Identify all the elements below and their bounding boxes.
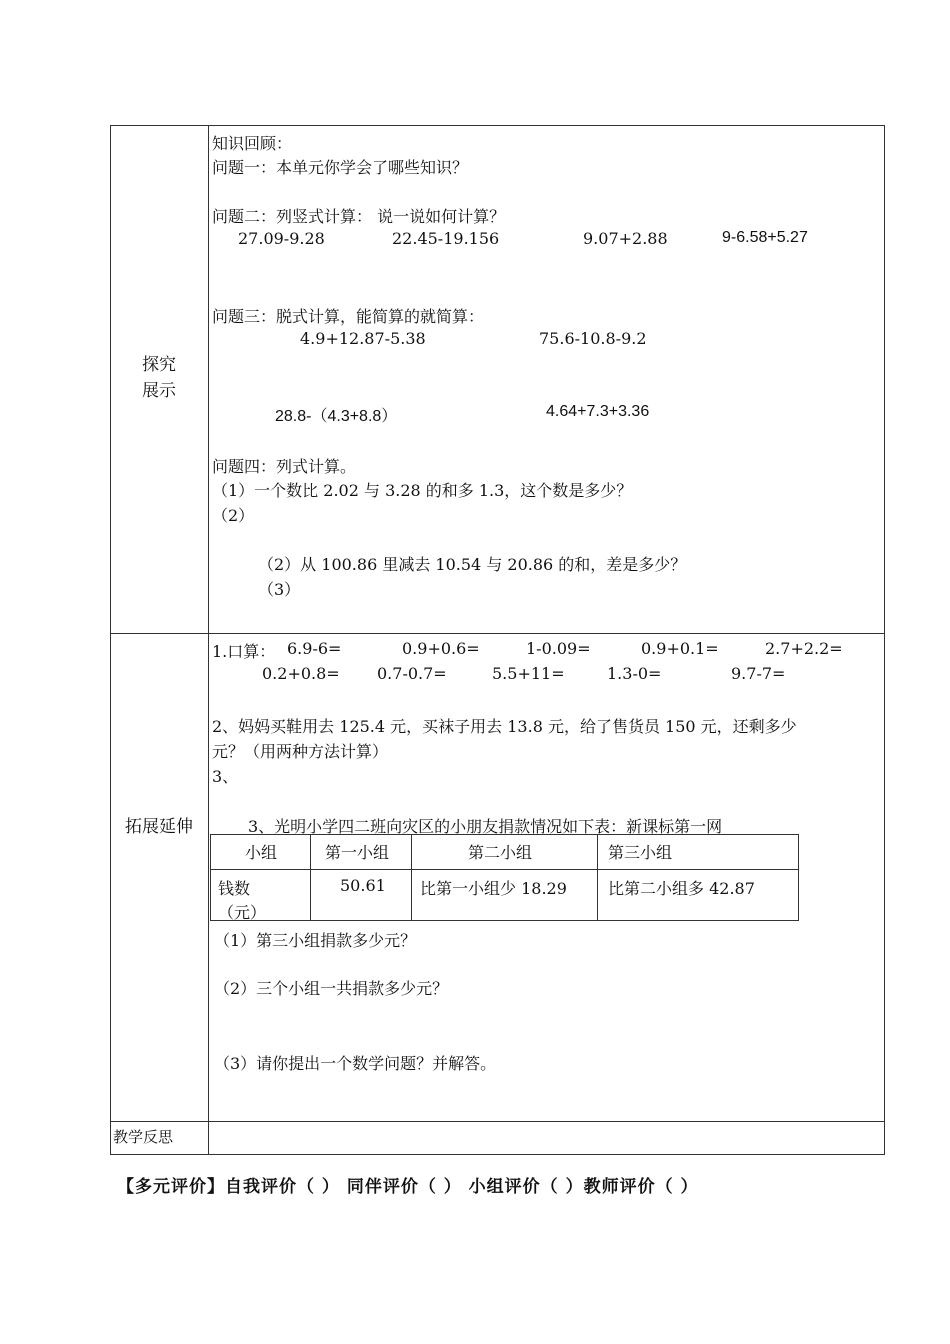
sub-question-3: （3）请你提出一个数学问题？并解答。 <box>214 1054 497 1073</box>
q4-part-2-stub: （3） <box>258 580 301 599</box>
table-header-group: 小组 <box>245 843 278 862</box>
table-cell-group-1: 50.61 <box>340 876 386 895</box>
oral-item-3: 1-0.09= <box>526 639 591 658</box>
q4-part-1: （1）一个数比 2.02 与 3.28 的和多 1.3，这个数是多少？ <box>212 481 633 500</box>
problem-3-title: 3、光明小学四二班向灾区的小朋友捐款情况如下表：新课标第一网 <box>248 817 723 836</box>
q3-item-4: 4.64+7.3+3.36 <box>546 403 650 420</box>
q4-part-1-stub: （2） <box>212 506 255 525</box>
table-cell-group-3: 比第二小组多 42.87 <box>608 879 755 898</box>
donation-table-col-divider-3 <box>597 834 598 921</box>
question-4: 问题四：列式计算。 <box>212 457 357 476</box>
section-label-explore <box>110 352 208 404</box>
review-heading: 知识回顾： <box>212 134 293 153</box>
q2-item-2: 22.45-19.156 <box>392 229 500 248</box>
table-row-label-2: （元） <box>218 903 267 922</box>
q3-item-2: 75.6-10.8-9.2 <box>539 329 647 348</box>
donation-table-row-divider <box>210 869 799 870</box>
q2-item-3: 9.07+2.88 <box>583 229 668 248</box>
section-label-extend: 拓展延伸 <box>125 817 193 837</box>
sub-question-1: （1）第三小组捐款多少元？ <box>214 931 417 950</box>
row-divider-explore <box>110 633 885 634</box>
question-3: 问题三：脱式计算，能简算的就简算： <box>212 307 485 326</box>
column-divider <box>208 125 209 1155</box>
section-label-reflection: 教学反思 <box>113 1128 174 1146</box>
row-divider-extend <box>110 1121 885 1122</box>
table-header-group-3: 第三小组 <box>608 843 673 862</box>
section-label-explore-line2: 展示 <box>142 381 176 401</box>
oral-item-1: 6.9-6= <box>287 639 342 658</box>
donation-table-col-divider-1 <box>310 834 311 921</box>
question-2: 问题二：列竖式计算： 说一说如何计算？ <box>212 207 506 226</box>
oral-item-7: 0.7-0.7= <box>377 664 447 683</box>
oral-item-5: 2.7+2.2= <box>765 639 843 658</box>
problem-2-line1: 2、妈妈买鞋用去 125.4 元，买袜子用去 13.8 元，给了售货员 150 元，还剩多少 <box>212 717 797 736</box>
table-header-group-1: 第一小组 <box>325 843 390 862</box>
oral-item-6: 0.2+0.8= <box>262 664 340 683</box>
problem-3-stub: 3、 <box>212 767 239 786</box>
q3-item-3: 28.8-（4.3+8.8） <box>275 408 398 425</box>
q4-part-2: （2）从 100.86 里减去 10.54 与 20.86 的和，差是多少？ <box>258 555 687 574</box>
oral-prefix: 1.口算： <box>212 642 276 661</box>
q2-item-1: 27.09-9.28 <box>238 229 325 248</box>
evaluation-footer: 【多元评价】自我评价（ ） 同伴评价（ ） 小组评价（ ）教师评价（ ） <box>117 1177 699 1197</box>
table-row-label-1: 钱数 <box>218 879 251 898</box>
oral-item-9: 1.3-0= <box>607 664 662 683</box>
table-cell-group-2: 比第一小组少 18.29 <box>420 879 567 898</box>
question-1: 问题一：本单元你学会了哪些知识？ <box>212 158 469 177</box>
oral-item-8: 5.5+11= <box>492 664 565 683</box>
oral-item-4: 0.9+0.1= <box>641 639 719 658</box>
section-label-explore-line1: 探究 <box>142 355 176 375</box>
q2-item-4: 9-6.58+5.27 <box>722 229 808 246</box>
table-header-group-2: 第二小组 <box>468 843 533 862</box>
donation-table-col-divider-2 <box>411 834 412 921</box>
problem-2-line2: 元？（用两种方法计算） <box>212 742 389 761</box>
oral-item-2: 0.9+0.6= <box>402 639 480 658</box>
q3-item-1: 4.9+12.87-5.38 <box>300 329 426 348</box>
oral-item-10: 9.7-7= <box>731 664 786 683</box>
sub-question-2: （2）三个小组一共捐款多少元？ <box>214 979 449 998</box>
